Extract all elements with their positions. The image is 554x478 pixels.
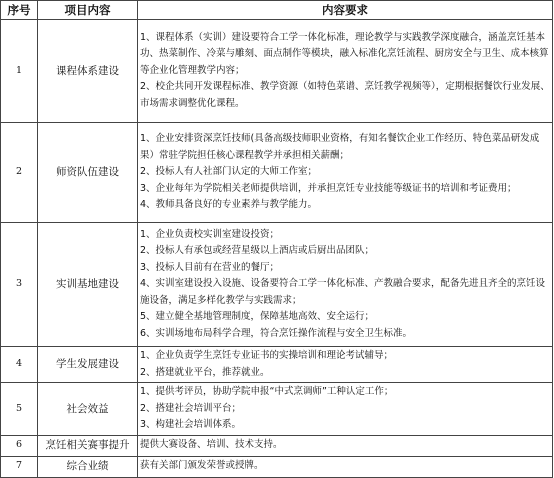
requirement-cell — [138, 383, 553, 436]
row-number: 2 — [1, 123, 38, 223]
header-no: 序号 — [1, 1, 38, 20]
project-name: 课程体系建设 — [38, 20, 138, 123]
requirement-item: 1、提供考评员，协助学院申报“中式烹调师”工种认定工作； — [140, 386, 394, 397]
requirement-cell — [138, 123, 553, 223]
requirement-cell — [138, 20, 553, 123]
header-project: 项目内容 — [38, 1, 138, 20]
table-row — [1, 123, 553, 223]
project-name: 综合业绩 — [38, 456, 138, 477]
requirement-cell — [138, 435, 553, 456]
row-number: 3 — [1, 223, 38, 347]
project-name: 社会效益 — [38, 383, 138, 436]
requirement-item: 2、投标人有人社部门认定的大师工作室； — [140, 166, 318, 178]
requirement-item: 3、投标人目前有在营业的餐厅； — [140, 261, 280, 273]
header-row — [1, 1, 553, 20]
row-number: 1 — [1, 20, 38, 123]
requirement-item: 1、企业负责校实训室建设投资； — [140, 228, 280, 240]
requirement-cell — [138, 223, 553, 347]
requirement-item: 2、搭建就业平台，推荐就业。 — [140, 366, 270, 378]
row-number: 5 — [1, 383, 38, 436]
requirement-item: 3、构建社会培训体系。 — [140, 419, 242, 430]
row-number: 7 — [1, 456, 38, 477]
requirement-item: 1、企业负责学生烹饪专业证书的实操培训和理论考试辅导； — [140, 350, 394, 361]
requirement-cell — [138, 456, 553, 477]
requirement-item: 2、投标人有承包或经营星级以上酒店或后厨出品团队； — [140, 245, 375, 257]
project-name: 烹饪相关赛事提升 — [38, 435, 138, 456]
table-row — [1, 347, 553, 383]
table-row — [1, 435, 553, 456]
project-name: 实训基地建设 — [38, 223, 138, 347]
row-number: 4 — [1, 347, 38, 383]
requirement-item: 获有关部门颁发荣誉或授牌。 — [140, 460, 264, 472]
row-number: 6 — [1, 435, 38, 456]
table-row — [1, 383, 553, 436]
project-name: 学生发展建设 — [38, 347, 138, 383]
requirement-item: 提供大赛设备、培训、技术支持。 — [140, 439, 283, 451]
table-row — [1, 20, 553, 123]
requirement-item: 6、实训场地布局科学合理，符合烹饪操作流程与安全卫生标准。 — [140, 327, 413, 339]
requirement-item: 1、企业安排资深烹饪技师(具备高级技师职业资格，有知名餐饮企业工作经历、特色菜品研发成果）常驻学院担任核心课程教学并承担相关薪酬； — [140, 133, 540, 161]
requirement-item: 4、实训室建设投入设施、设备要符合工学一体化标准、产教融合要求，配备先进且齐全的烹饪设施设备，满足多样化教学与实践需求； — [140, 278, 546, 306]
table-row — [1, 456, 553, 477]
requirement-item: 3、企业每年为学院相关老师提供培训，并承担烹饪专业技能等级证书的培训和考证费用； — [140, 182, 517, 194]
requirement-item: 2、校企共同开发课程标准、教学资源（如特色菜谱、烹饪教学视频等），定期根据餐饮行业发展、市场需求调整优化课程。 — [140, 81, 550, 109]
requirement-item: 4、教师具备良好的专业素养与教学能力。 — [140, 199, 318, 211]
requirement-item: 5、建立健全基地管理制度，保障基地高效、安全运行； — [140, 311, 375, 323]
header-requirement: 内容要求 — [138, 1, 553, 20]
project-name: 师资队伍建设 — [38, 123, 138, 223]
requirement-item: 1、课程体系（实训）建设要符合工学一体化标准，理论教学与实践教学深度融合，涵盖烹饪基本功、热菜制作、冷菜与雕刻、面点制作等模块，融入标准化烹饪流程、厨房安全与卫生、成本核算等企业化管理教学内容； — [140, 31, 549, 76]
requirement-item: 2、搭建社会培训平台； — [140, 402, 242, 414]
requirement-cell — [138, 347, 553, 383]
table-row — [1, 223, 553, 347]
